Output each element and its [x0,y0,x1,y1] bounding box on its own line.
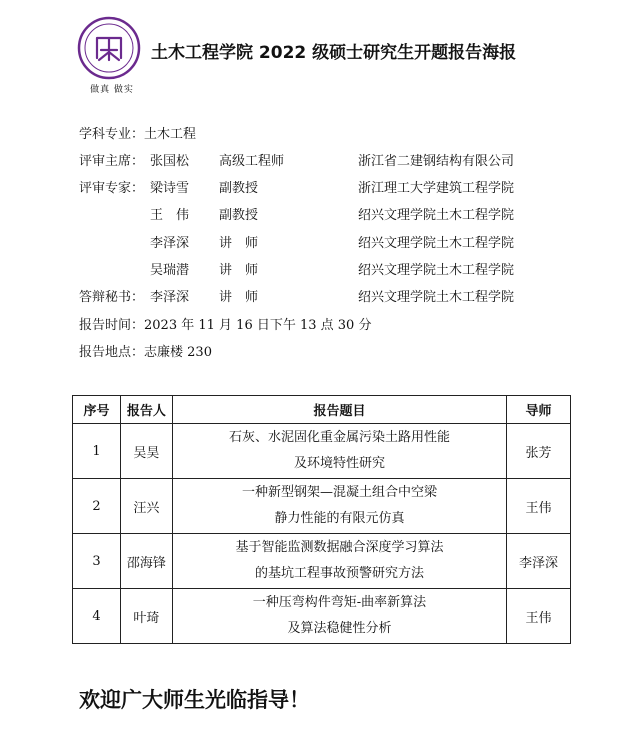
subject-label: 学科专业： [79,127,145,142]
time-label: 报告时间： [79,318,145,333]
topic-line: 及环境特性研究 [293,456,385,471]
expert-title: 讲 师 [219,236,259,251]
logo-motto: 做真 做实 [90,85,134,95]
topic-line: 静力性能的有限元仿真 [274,511,405,526]
topic-line: 石灰、水泥固化重金属污染土路用性能 [228,430,450,445]
subject-value: 土木工程 [144,127,197,142]
row-topic [172,534,506,589]
time-row [79,317,371,335]
row-advisor: 张芳 [507,424,571,479]
expert-name: 王 伟 [150,208,190,223]
table-row [73,424,571,479]
chair-title: 高级工程师 [219,154,285,169]
topic-line: 的基坑工程事故预警研究方法 [254,566,424,581]
expert-title: 副教授 [219,181,259,196]
topic-line: 一种压弯构件弯矩-曲率新算法 [252,595,427,610]
secretary-label: 答辩秘书： [79,290,145,305]
header-reporter: 报告人 [120,396,172,424]
row-no: 4 [73,589,121,644]
table-row [73,589,571,644]
row-topic [172,589,506,644]
university-logo-icon [77,16,141,80]
expert-org: 绍兴文理学院土木工程学院 [358,208,515,223]
secretary-name: 李泽深 [150,290,190,305]
row-no: 1 [73,424,121,479]
row-no: 2 [73,479,121,534]
table-row [73,534,571,589]
expert-name: 吴瑞潜 [150,263,190,278]
table-row [73,479,571,534]
experts-label: 评审专家： [79,181,145,196]
expert-title: 讲 师 [219,263,259,278]
expert-name: 梁诗雪 [150,181,190,196]
report-schedule-table [72,395,571,644]
row-topic [172,479,506,534]
place-value: 志廉楼 230 [144,345,212,360]
expert-org: 绍兴文理学院土木工程学院 [358,263,515,278]
place-label: 报告地点： [79,345,145,360]
row-advisor: 李泽深 [507,534,571,589]
expert-org: 浙江理工大学建筑工程学院 [358,181,515,196]
row-reporter: 邵海锋 [120,534,172,589]
row-reporter: 汪兴 [120,479,172,534]
header-no: 序号 [73,396,121,424]
topic-line: 基于智能监测数据融合深度学习算法 [235,540,444,555]
table-header-row [73,396,571,424]
expert-name: 李泽深 [150,236,190,251]
secretary-org: 绍兴文理学院土木工程学院 [358,290,515,305]
expert-title: 副教授 [219,208,259,223]
row-advisor: 王伟 [507,589,571,644]
subject-row [79,126,196,144]
expert-org: 绍兴文理学院土木工程学院 [358,236,515,251]
chair-org: 浙江省二建钢结构有限公司 [358,154,515,169]
row-advisor: 王伟 [507,479,571,534]
header-advisor: 导师 [507,396,571,424]
secretary-title: 讲 师 [219,290,259,305]
header-topic: 报告题目 [172,396,506,424]
chair-name: 张国松 [150,154,190,169]
topic-line: 及算法稳健性分析 [287,621,392,636]
topic-line: 一种新型钢架—混凝土组合中空梁 [241,485,437,500]
time-value: 2023 年 11 月 16 日下午 13 点 30 分 [144,318,372,333]
place-row [79,344,212,362]
chair-label: 评审主席： [79,154,145,169]
row-reporter: 吴昊 [120,424,172,479]
welcome-message: 欢迎广大师生光临指导！ [79,688,310,712]
row-reporter: 叶琦 [120,589,172,644]
row-topic [172,424,506,479]
row-no: 3 [73,534,121,589]
page-title: 土木工程学院 2022 级硕士研究生开题报告海报 [151,43,517,63]
